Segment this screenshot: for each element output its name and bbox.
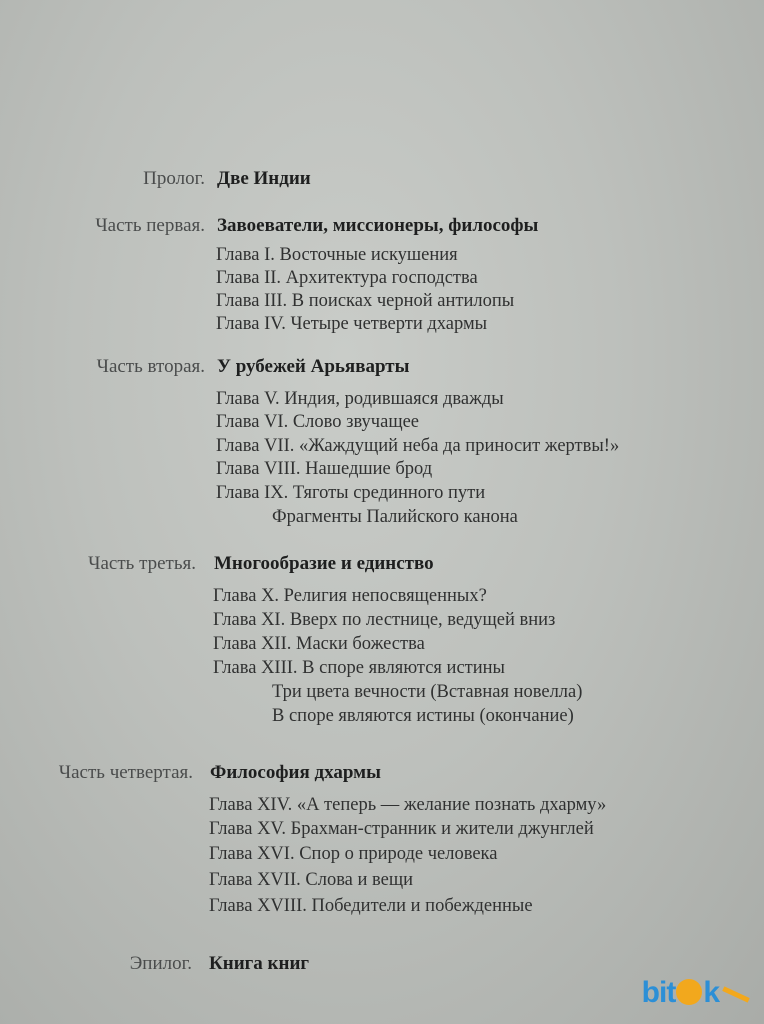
toc-chapter: Глава V. Индия, родившаяся дважды [216, 389, 504, 409]
toc-chapter: Глава II. Архитектура господства [216, 268, 478, 288]
prologue-section [0, 168, 764, 196]
part4-label: Часть четвертая. [58, 762, 193, 783]
toc-chapter: Глава XVII. Слова и вещи [209, 870, 414, 890]
part3-section [0, 553, 764, 726]
toc-chapter: Глава XVIII. Победители и побежденные [209, 896, 533, 916]
toc-chapter: Глава XIII. В споре являются истины [213, 658, 505, 678]
watermark-logo [642, 976, 750, 1010]
watermark-text-left: bit [641, 976, 676, 1009]
toc-subchapter: В споре являются истины (окончание) [272, 706, 574, 726]
toc-chapter: Глава I. Восточные искушения [216, 245, 458, 265]
epilogue-title: Книга книг [209, 953, 310, 974]
part1-section [0, 215, 764, 334]
part1-title: Завоеватели, миссионеры, философы [217, 215, 539, 236]
part1-label: Часть первая. [95, 215, 205, 236]
toc-subchapter: Три цвета вечности (Вставная новелла) [272, 682, 583, 702]
part4-title: Философия дхармы [210, 762, 381, 783]
toc-subchapter: Фрагменты Палийского канона [272, 507, 518, 527]
logo-dash-icon [722, 986, 749, 1002]
part2-section [0, 356, 764, 527]
toc-chapter: Глава XV. Брахман-странник и жители джунглей [209, 819, 594, 839]
part3-label: Часть третья. [88, 553, 196, 574]
prologue-label: Пролог. [143, 168, 205, 189]
toc-chapter: Глава XI. Вверх по лестнице, ведущей вниз [213, 610, 556, 630]
toc-chapter: Глава IX. Тяготы срединного пути [216, 483, 486, 503]
toc-chapter: Глава VIII. Нашедшие брод [216, 459, 433, 479]
toc-chapter: Глава VII. «Жаждущий неба да приносит жертвы!» [216, 436, 620, 456]
part2-label: Часть вторая. [96, 356, 205, 377]
toc-chapter: Глава III. В поисках черной антилопы [216, 291, 515, 311]
part2-title: У рубежей Арьяварты [217, 356, 410, 377]
watermark-text-right: k [703, 976, 719, 1009]
toc-chapter: Глава XIV. «А теперь — желание познать дхарму» [209, 795, 607, 815]
epilogue-label: Эпилог. [129, 953, 192, 974]
prologue-title: Две Индии [217, 168, 311, 189]
toc-chapter: Глава X. Религия непосвященных? [213, 586, 487, 606]
toc-chapter: Глава VI. Слово звучащее [216, 412, 419, 432]
part3-title: Многообразие и единство [214, 553, 434, 574]
toc-chapter: Глава XVI. Спор о природе человека [209, 844, 498, 864]
toc-chapter: Глава XII. Маски божества [213, 634, 425, 654]
logo-circle-icon [676, 979, 702, 1005]
toc-chapter: Глава IV. Четыре четверти дхармы [216, 314, 488, 334]
part4-section [0, 762, 764, 916]
